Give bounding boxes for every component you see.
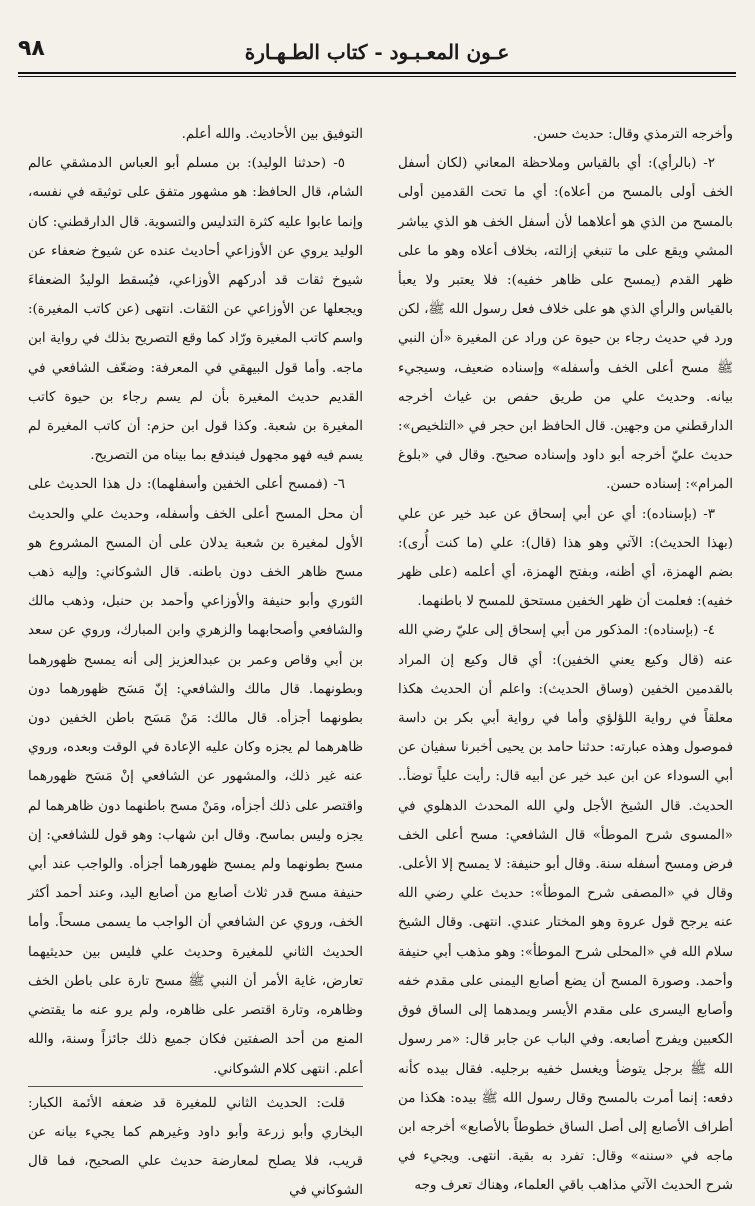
paragraph: ٣- (بإسناده): أي عن أبي إسحاق عن عبد خير عن علي (بهذا الحديث): الآتي وهو هذا (قال): علي (ما كنت أُرى): بضم الهمزة، أي أظنه، وبفتح الهمزة، أي أعلمه (على ظهر خفيه): فعلمت أن ظهر الخفين مستحق للمسح لا باطنهما.	[398, 506, 733, 610]
header-rule-thin	[18, 76, 736, 77]
running-title: عـون المعـبـود - كتاب الطـهـارة	[244, 40, 510, 64]
header-rule	[18, 72, 736, 74]
page-header	[18, 30, 736, 70]
paragraph: ٢- (بالرأي): أي بالقياس وملاحظة المعاني (لكان أسفل الخف أولى بالمسح من أعلاه): أي ما تحت القدمين أولى بالمسح من الذي هو أعلاهما لأن أسفل الخف هو الذي يباشر المشي ويقع على ما تنبغي إزالته، بخلاف أعلاه وهو ما على ظهر القدم (يمسح على ظاهر خفيه): فلا يعتبر ولا يعبأ بالقياس والرأي الذي هو على خلاف فعل رسول الله ﷺ، لكن ورد في حديث رجاء بن حيوة عن وراد عن المغيرة «أن النبي ﷺ مسح أعلى الخف وأسفله» وإسناده ضعيف، وسيجيء بيانه. وحديث علي من طريق حفص بن غياث أخرجه الدارقطني من وجهين. قال الحافظ ابن حجر في «التلخيص»: حديث عليّ أخرجه أبو داود وإسناده صحيح. وقال في «بلوغ المرام»: إسناده حسن.	[398, 156, 733, 493]
paragraph: ٥- (حدثنا الوليد): بن مسلم أبو العباس الدمشقي عالم الشام، قال الحافظ: هو مشهور متفق على توثيقه في نفسه، وإنما عابوا عليه كثرة التدليس والتسوية. قال الدارقطني: كان الوليد يروي عن الأوزاعي أحاديث عنده عن شيوخ ضعفاء عن شيوخ ثقات قد أدركهم الأوزاعي، فيُسقط الوليدُ الضعفاءَ ويجعلها عن الأوزاعي عن الثقات. انتهى (عن كاتب المغيرة): واسم كاتب المغيرة ورّاد كما وقع التصريح بذلك في رواية ابن ماجه. وأما قول البيهقي في المعرفة: وضعّف الشافعي في القديم حديث المغيرة بأن لم يسم رجاء بن حيوة كاتب المغيرة بن شعبة. وكذا قول ابن حزم: أن كاتب المغيرة لم يسم فيه فهو مجهول فيندفع بما بيناه من التصريح.	[28, 156, 363, 464]
paragraph: ٦- (فمسح أعلى الخفين وأسفلهما): دل هذا الحديث على أن محل المسح أعلى الخف وأسفله، وحديث علي والحديث الأول لمغيرة بن شعبة يدلان على أن المسح المشروع هو مسح ظاهر الخف دون باطنه. قال الشوكاني: وإليه ذهب الثوري وأبو حنيفة والأوزاعي وأحمد بن حنبل، وذهب مالك والشافعي وأصحابهما والزهري وابن المبارك، وروي عن سعد بن أبي وقاص وعمر بن عبدالعزيز إلى أنه يمسح ظهورهما وبطونهما. قال مالك والشافعي: إنّ مَسَح ظهورهما دون بطونهما أجزأه. قال مالك: مَنْ مَسَح باطن الخفين دون ظاهرهما لم يجزه وكان عليه الإعادة في الوقت وبعده، وروي عنه غير ذلك، والمشهور عن الشافعي إنْ مَسَح ظهورهما واقتصر على ذلك أجزأه، ومَنْ مسح باطنهما دون ظاهرهما لم يجزه وليس بماسح. وقال ابن شهاب: وهو قول للشافعي: إن مسح بطونهما ولم يمسح ظهورهما أجزأه. والواجب عند أبي حنيفة مسح قدر ثلاث أصابع من أصابع اليد، وعند أحمد أكثر الخف، وروي عن الشافعي أن الواجب ما يسمى مسحاً. وأما الحديث الثاني للمغيرة وحديث علي فليس بين حديثيهما تعارض، غاية الأمر أن النبي ﷺ مسح تارة على باطن الخف وظاهره، وتارة اقتصر على ظاهره، ولم يرو عنه ما يقتضي المنع من أحد الصفتين فكان جميع ذلك جائزاً وسنة، والله أعلم. انتهى كلام الشوكاني.	[28, 477, 363, 1077]
page-number: ٩٨	[18, 36, 45, 61]
paragraph: وأخرجه الترمذي وقال: حديث حسن.	[532, 127, 733, 142]
right-column	[398, 120, 733, 1194]
left-column	[28, 120, 363, 1199]
paragraph: التوفيق بين الأحاديث. والله أعلم.	[181, 127, 363, 142]
section-divider	[28, 1086, 363, 1087]
paragraph: ٤- (بإسناده): المذكور من أبي إسحاق إلى عليّ رضي الله عنه (قال وكيع يعني الخفين): أي قال وكيع إن المراد بالقدمين الخفين (وساق الحديث): واعلم أن الحديث هكذا معلقاً في رواية اللؤلؤي وأما في رواية أبي بكر بن داسة فموصول وهذه عبارته: حدثنا حامد بن يحيى أخبرنا سفيان عن أبي السوداء عن ابن عبد خير عن أبيه قال: رأيت علياً توضأ.. الحديث. قال الشيخ الأجل ولي الله المحدث الدهلوي في «المسوى شرح الموطأ» قال الشافعي: مسح أعلى الخف فرض ومسح أسفله سنة. وقال أبو حنيفة: لا يمسح إلا الأعلى. وقال في «المصفى شرح الموطأ»: حديث علي رضي الله عنه يرجح قول عروة وهو المختار عندي. انتهى. وقال الشيخ سلام الله في «المحلى شرح الموطأ»: وهو مذهب أبي حنيفة وأحمد. وصورة المسح أن يضع أصابع اليمنى على مقدم خفه وأصابع اليسرى على مقدم الأيسر ويمدهما إلى الساق فوق الكعبين ويفرج أصابعه. وفي الباب عن جابر قال: «مر رسول الله ﷺ برجل يتوضأ ويغسل خفيه برجليه. فقال بيده كأنه دفعه: إنما أمرت بالمسح وقال رسول الله ﷺ بيده: هكذا من أطراف الأصابع إلى أصل الساق خطوطاً بالأصابع» أخرجه ابن ماجه في «سننه» وقال: تفرد به بقية. انتهى. ويجيء في شرح الحديث الآتي مذاهب باقي العلماء، وهناك تعرف وجه	[398, 623, 733, 1194]
paragraph: قلت: الحديث الثاني للمغيرة قد ضعفه الأئمة الكبار: البخاري وأبو زرعة وأبو داود وغيرهم كما يجيء بيانه عن قريب، فلا يصلح لمعارضة حديث علي الصحيح، فما قال الشوكاني في	[28, 1095, 363, 1199]
